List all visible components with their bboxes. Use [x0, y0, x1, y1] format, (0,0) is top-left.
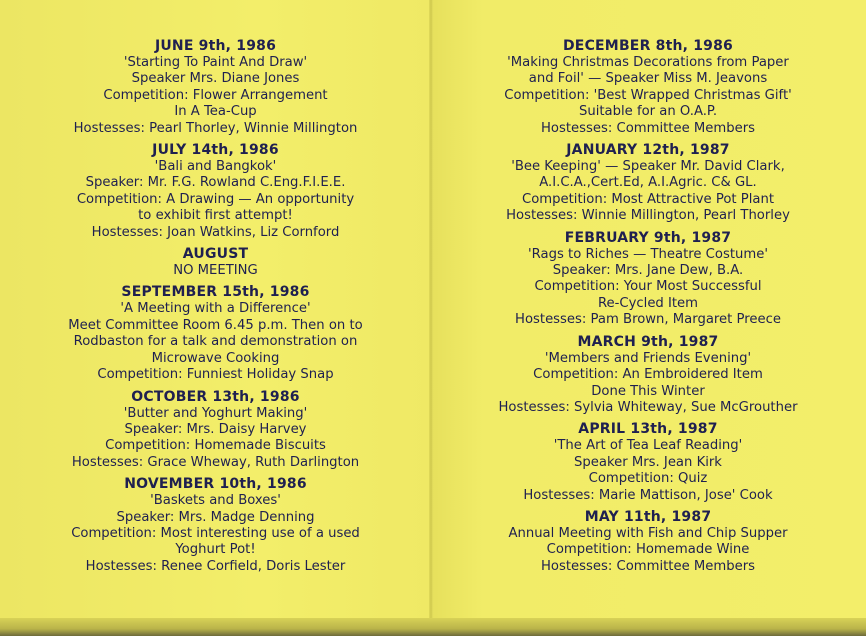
meeting-detail-line: Competition: Quiz — [588, 471, 708, 487]
meeting-entry — [18, 142, 413, 241]
meeting-detail-line: to exhibit first attempt! — [138, 208, 293, 224]
meeting-detail-line: Re-Cycled Item — [597, 295, 699, 311]
meeting-detail-line: Hostesses: Joan Watkins, Liz Cornford — [91, 224, 340, 240]
meeting-entry — [450, 421, 846, 504]
meeting-date: NOVEMBER 10th, 1986 — [124, 476, 307, 493]
meeting-detail-line: A.I.C.A.,Cert.Ed, A.I.Agric. C& GL. — [539, 175, 757, 191]
meeting-entry — [450, 509, 846, 575]
meeting-entry — [18, 284, 413, 383]
meeting-entry — [450, 38, 846, 137]
meeting-detail-line: Speaker: Mrs. Madge Denning — [116, 509, 315, 525]
meeting-detail-line: 'A Meeting with a Difference' — [120, 301, 311, 317]
meeting-detail-line: Hostesses: Sylvia Whiteway, Sue McGrouther — [498, 399, 798, 415]
meeting-date: FEBRUARY 9th, 1987 — [564, 229, 732, 246]
meeting-entry — [18, 246, 413, 279]
meeting-detail-line: Speaker Mrs. Jean Kirk — [574, 454, 722, 470]
meeting-detail-line: Microwave Cooking — [151, 350, 280, 366]
meeting-entry — [18, 389, 413, 472]
meeting-date: JANUARY 12th, 1987 — [566, 142, 730, 159]
left-column — [18, 38, 413, 580]
meeting-date: APRIL 13th, 1987 — [578, 421, 718, 438]
meeting-detail-line: Competition: Homemade Biscuits — [105, 438, 326, 454]
meeting-detail-line: 'Bee Keeping' — Speaker Mr. David Clark, — [511, 159, 785, 175]
meeting-detail-line: 'The Art of Tea Leaf Reading' — [553, 438, 743, 454]
meeting-detail-line: Rodbaston for a talk and demonstration on — [73, 334, 358, 350]
meeting-detail-line: In A Tea-Cup — [174, 104, 257, 120]
meeting-detail-line: NO MEETING — [173, 263, 258, 279]
meeting-entry — [18, 476, 413, 575]
meeting-detail-line: Hostesses: Renee Corfield, Doris Lester — [85, 558, 346, 574]
meeting-detail-line: Hostesses: Pam Brown, Margaret Preece — [515, 312, 781, 328]
meeting-detail-line: Hostesses: Marie Mattison, Jose' Cook — [523, 487, 773, 503]
meeting-detail-line: 'Butter and Yoghurt Making' — [123, 405, 308, 421]
meeting-date: MAY 11th, 1987 — [584, 508, 712, 525]
meeting-date: SEPTEMBER 15th, 1986 — [121, 284, 310, 301]
meeting-detail-line: Competition: Your Most Successful — [534, 279, 762, 295]
meeting-detail-line: 'Bali and Bangkok' — [154, 159, 277, 175]
meeting-detail-line: Hostesses: Grace Wheway, Ruth Darlington — [71, 454, 360, 470]
meeting-detail-line: Speaker: Mrs. Jane Dew, B.A. — [552, 263, 744, 279]
meeting-detail-line: Competition: An Embroidered Item — [533, 367, 763, 383]
meeting-detail-line: Competition: Homemade Wine — [546, 542, 750, 558]
meeting-detail-line: Hostesses: Pearl Thorley, Winnie Millington — [73, 120, 358, 136]
meeting-entry — [450, 334, 846, 417]
meeting-detail-line: Competition: Most interesting use of a used — [71, 525, 360, 541]
meeting-detail-line: Competition: Funniest Holiday Snap — [97, 367, 334, 383]
meeting-date: JULY 14th, 1986 — [152, 142, 279, 159]
meeting-detail-line: 'Making Christmas Decorations from Paper — [507, 55, 789, 70]
meeting-date: DECEMBER 8th, 1986 — [562, 38, 733, 54]
meeting-detail-line: Hostesses: Committee Members — [540, 120, 755, 136]
meeting-date: OCTOBER 13th, 1986 — [131, 388, 300, 405]
meeting-detail-line: 'Baskets and Boxes' — [150, 493, 281, 509]
meeting-detail-line: Annual Meeting with Fish and Chip Supper — [508, 525, 788, 541]
meeting-date: JUNE 9th, 1986 — [154, 38, 277, 54]
meeting-detail-line: Competition: Most Attractive Pot Plant — [522, 191, 774, 207]
meeting-detail-line: 'Members and Friends Evening' — [544, 350, 752, 366]
meeting-detail-line: Speaker: Mr. F.G. Rowland C.Eng.F.I.E.E. — [85, 175, 346, 191]
meeting-entry — [450, 142, 846, 225]
meeting-detail-line: Competition: Flower Arrangement — [103, 87, 328, 103]
meeting-detail-line: 'Starting To Paint And Draw' — [123, 55, 308, 70]
center-fold — [429, 0, 433, 636]
meeting-detail-line: 'Rags to Riches — Theatre Costume' — [528, 246, 768, 262]
right-column — [450, 38, 846, 580]
meeting-detail-line: Meet Committee Room 6.45 p.m. Then on to — [68, 317, 363, 333]
meeting-entry — [450, 230, 846, 329]
meeting-detail-line: Speaker Mrs. Diane Jones — [131, 71, 300, 87]
meeting-detail-line: Hostesses: Committee Members — [540, 558, 755, 574]
meeting-detail-line: Hostesses: Winnie Millington, Pearl Thorley — [506, 208, 790, 224]
card-bottom-edge — [0, 618, 866, 636]
meeting-detail-line: Yoghurt Pot! — [175, 542, 256, 558]
meeting-detail-line: Competition: A Drawing — An opportunity — [76, 191, 355, 207]
meeting-detail-line: and Foil' — Speaker Miss M. Jeavons — [528, 71, 768, 87]
meeting-detail-line: Suitable for an O.A.P. — [578, 104, 718, 120]
meeting-date: MARCH 9th, 1987 — [577, 333, 719, 350]
meeting-entry — [18, 38, 413, 137]
meeting-detail-line: Done This Winter — [591, 383, 705, 399]
meeting-date: AUGUST — [182, 246, 249, 263]
meeting-detail-line: Competition: 'Best Wrapped Christmas Gift' — [504, 87, 792, 103]
meeting-detail-line: Speaker: Mrs. Daisy Harvey — [124, 421, 307, 437]
